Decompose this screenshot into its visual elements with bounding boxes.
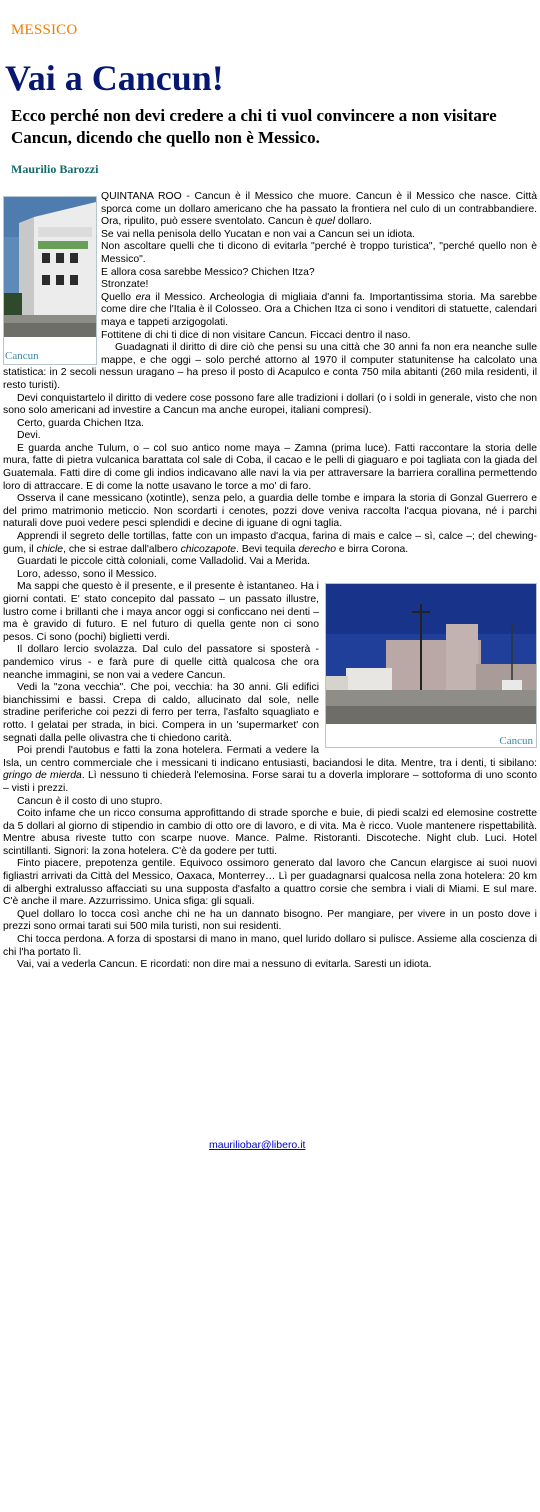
- article-paragraph: Poi prendi l'autobus e fatti la zona hotelera. Fermati a vedere la Isla, un centro commerciale che i messicani ti indicano entusiasti, baciandosi le dita. Mentre, tra i denti, ti sibilano: gringo de mierda. Lì nessuno ti chiederà l'elemosina. Forse sarai tu a doverla implorare – sottoforma di uno sconto – visti i prezzi.: [3, 745, 538, 794]
- article-paragraph: Quello era il Messico. Archeologia di migliaia d'anni fa. Importantissima storia. Ma sarebbe come dire che l'Italia è il Colosseo. Ora a Chichen Itza ci sono i venditori di statuette, calendari maya e tappeti arzigogolati.: [101, 291, 537, 328]
- article-paragraph: Apprendi il segreto delle tortillas, fatte con un impasto d'acqua, farina di mais e calce – sì, calce –; del chewing-gum, il chicle, che si estrae dall'albero chicozapote. Bevi tequila derecho e birra Corona.: [3, 531, 537, 555]
- article-paragraph: Devi.: [17, 430, 41, 442]
- section-label: MESSICO: [11, 22, 78, 38]
- headline: Vai a Cancun!: [5, 58, 224, 98]
- article-paragraph: E allora cosa sarebbe Messico? Chichen Itza?: [101, 266, 315, 278]
- article-paragraph: E guarda anche Tulum, o – col suo antico nome maya – Zamna (prima luce). Fatti raccontare la storia delle mura, fatte di pietra vulcanica barattata col sale di Coba, il cacao e le pelli di giaguaro e poi tagliata con la giada del Guatemala. Fatti dire di come gli indios indicavano alle navi la via per attraversare la barriera corallina permettendo loro di attraccare. E di come la notte usavano le torce a mo' di faro.: [3, 442, 537, 492]
- photo-caption-left: Cancun: [5, 350, 39, 363]
- photo-right: [325, 583, 537, 748]
- article-paragraph: Stronzate!: [101, 279, 149, 291]
- article-paragraph: Guadagnati il diritto di dire ciò che pensi su una città che 30 anni fa non era neanche sulle mappe, e che oggi – solo perché attorno al 1970 il computer statunitense ha calcolato una statistica: in 2 secoli nessun uragano – ha preso il posto di Acapulco e conta 750 mila abitanti (260 mila residenti, il resto turisti).: [3, 342, 537, 391]
- article-paragraph: Fottitene di chi ti dice di non visitare Cancun. Ficcaci dentro il naso.: [101, 329, 411, 341]
- photo-left: [3, 196, 97, 365]
- article-paragraph: Vedi la "zona vecchia". Che poi, vecchia: ha 30 anni. Gli edifici bianchissimi e bassi. Crepa di caldo, allucinato dal sole, nelle stradine periferiche coi pezzi di ferro per terra, l'asfalto squagliato e rotto. I gelatai per strada, in bici. Compera in un 'supermarket' con segnati dalla pelle olivastra che ti chiedono carità.: [3, 682, 319, 744]
- article-paragraph: Chi tocca perdona. A forza di spostarsi di mano in mano, quel lurido dollaro si pulisce. Assieme alla coscienza di chi l'ha portato lì.: [3, 934, 537, 958]
- article-paragraph: Il dollaro lercio svolazza. Dal culo del passatore si sposterà - pandemico virus - e farà pure di quelle città qualcosa che ora neanche immagini, se non vai a vedere Cancun.: [3, 644, 319, 681]
- article-paragraph: Ma sappi che questo è il presente, e il presente è istantaneo. Ha i giorni contati. E' stato concepito dal passato – un passato illustre, lustro come i brillanti che i maya ancor oggi si conficcano nei denti – ma è gravido di futuro. E nel futuro di quella gente non ci sono pesos. Ci sono (pochi) biglietti verdi.: [3, 581, 319, 643]
- article-paragraph: Loro, adesso, sono il Messico.: [17, 568, 157, 580]
- article-paragraph: Quel dollaro lo tocca così anche chi ne ha un dannato bisogno. Per mangiare, per vivere in un posto dove i prezzi sono ormai tarati sui 500 mila turisti, non sui residenti.: [3, 908, 537, 933]
- article-paragraph: Non ascoltare quelli che ti dicono di evitarla "perché è troppo turistica", "perché quello non è Messico".: [101, 241, 537, 265]
- article-paragraph: Finto piacere, prepotenza gentile. Equivoco ossimoro generato dal lavoro che Cancun elargisce ai suoi nuovi figliastri arrivati da Città del Messico, Oaxaca, Monterrey… Lì per guadagnarsi qualcosa nella zona hotelera: 20 km di alberghi extralusso affacciati su una supposta d'asfalto a quattro corsie che sembra i viali di Miami. E sul mare. C'è anche il mare. Azzurrissimo. Unica sfiga: gli squali.: [3, 858, 537, 908]
- article-paragraph: Certo, guarda Chichen Itza.: [17, 417, 145, 429]
- photo-caption-right: Cancun: [499, 734, 533, 747]
- cancun-building-photo: [4, 197, 96, 337]
- article-paragraph: Coito infame che un ricco consuma approfittando di strade sporche e buie, di piedi scalzi ed elemosine costrette da 5 dollari al giorno di stipendio in cambio di otto ore di lavoro, e di vita. Ma è ricco. Vuole mantenere rispettabilità. Mentre abusa riveste tutto con scarpe nuove. Mance. Palme. Ristoranti. Discoteche. Night club. Luci. Hotel scintillanti. Signori: la zona hotelera. C'è da godere per tutti.: [3, 808, 537, 857]
- article-body: [3, 191, 537, 972]
- cancun-street-photo: [326, 584, 536, 724]
- author-byline: Maurilio Barozzi: [11, 162, 99, 176]
- article-paragraph: QUINTANA ROO - Cancun è il Messico che muore. Cancun è il Messico che nasce. Città sporca come un dollaro americano che ha passato la frontiera nel culo di un contrabbandiere. Ora, ripulito, può essere sventolato. Cancun è quel dollaro.: [101, 191, 537, 228]
- article-paragraph: Cancun è il costo di uno stupro.: [17, 795, 163, 807]
- article-paragraph: Guardati le piccole città coloniali, come Valladolid. Vai a Merida.: [17, 556, 311, 568]
- contact-email-link[interactable]: mauriliobar@libero.it: [209, 1139, 306, 1151]
- subheadline: Ecco perché non devi credere a chi ti vuol convincere a non visitare Cancun, dicendo che quello non è Messico.: [11, 106, 497, 147]
- article-paragraph: Osserva il cane messicano (xotintle), senza pelo, a guardia delle tombe e impara la storia di Gonzal Guerrero e del primo matrimonio meticcio. Non scordarti i cenotes, pozzi dove veniva raccolta l'acqua piovana, né i parchi naturali dove puoi vedere pesci splendidi e decine di iguane di ogni taglia.: [3, 493, 537, 530]
- article-paragraph: Se vai nella penisola dello Yucatan e non vai a Cancun sei un idiota.: [101, 228, 416, 240]
- article-paragraph: Devi conquistartelo il diritto di vedere cose possono fare alle tradizioni i dollari (o i soldi in generale, visto che non sono solo americani ad investire a Cancun ma anche europei, italiani compresi).: [3, 392, 537, 417]
- article-paragraph: Vai, vai a vederla Cancun. E ricordati: non dire mai a nessuno di evitarla. Saresti un idiota.: [17, 959, 432, 971]
